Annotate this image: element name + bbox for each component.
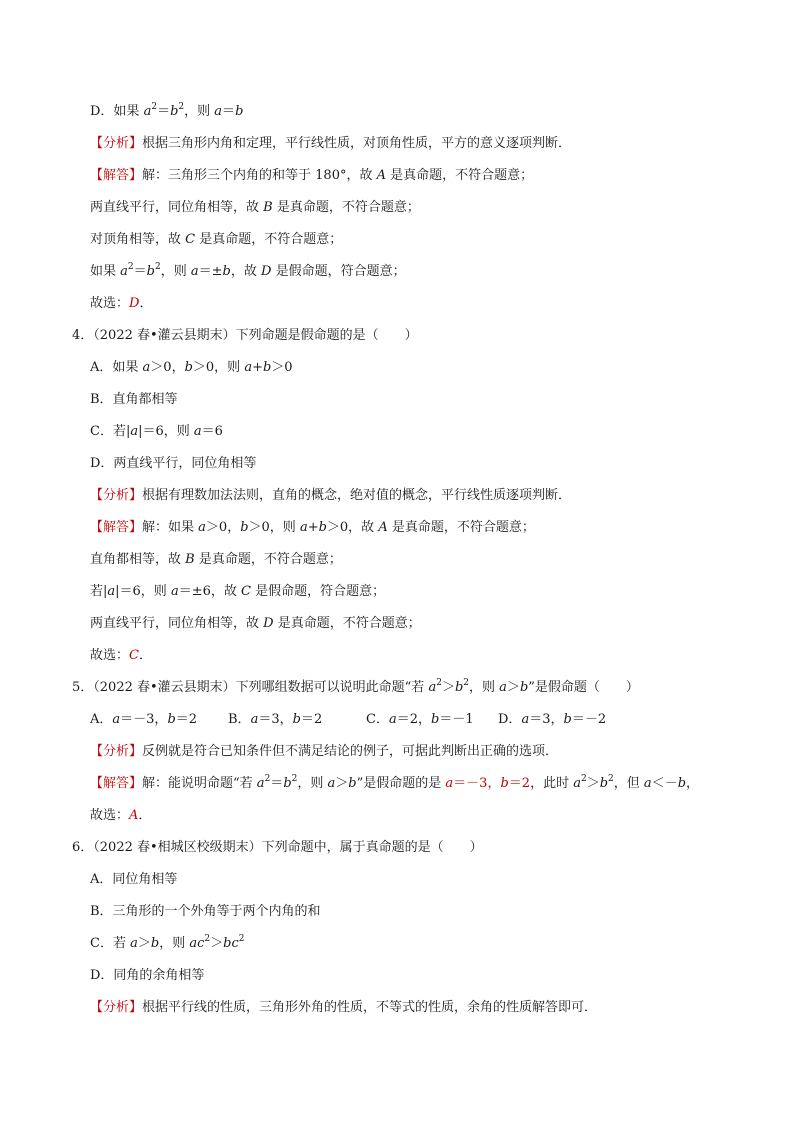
q5-option-b: B．a＝3，b＝2	[228, 712, 323, 727]
question-6-stem: 6．（2022 春•相城区校级期末）下列命题中，属于真命题的是（ ）	[72, 840, 483, 855]
q6-option-c: C．若 a＞b，则 $ac^2>bc^2$	[90, 934, 245, 951]
q4-choose: 故选：C．	[90, 648, 152, 663]
q5-option-c: C．a＝2，b＝－1	[366, 712, 474, 727]
q4-answer: 【解答】解：如果 a＞0，b＞0，则 a+b＞0，故 A 是真命题，不符合题意；	[90, 520, 535, 535]
answer-value: A	[129, 808, 139, 823]
question-4-stem: 4．（2022 春•灌云县期末）下列命题是假命题的是（ ）	[72, 328, 418, 343]
choose-line: 故选：D．	[90, 296, 153, 311]
answer-value: C	[129, 648, 139, 663]
q5-choose: 故选：A．	[90, 808, 152, 823]
q5-options	[90, 710, 606, 730]
q4-answer: 若|a|＝6，则 a＝±6，故 C 是假命题，符合题意；	[90, 584, 386, 599]
answer-tag: 【解答】	[90, 520, 143, 535]
q4-option-a: A．如果 a＞0，b＞0，则 a+b＞0	[90, 360, 293, 375]
analysis-tag: 【分析】	[90, 488, 143, 503]
q6-option-a: A．同位角相等	[90, 872, 178, 887]
answer-line: 对顶角相等，故 C 是真命题，不符合题意；	[90, 232, 343, 247]
analysis-line: 【分析】根据三角形内角和定理，平行线性质，对顶角性质，平方的意义逐项判断．	[90, 136, 572, 151]
answer-line: 【解答】解：三角形三个内角的和等于 180°，故 A 是真命题，不符合题意；	[90, 168, 534, 183]
answer-tag: 【解答】	[90, 168, 143, 183]
q4-option-b: B．直角都相等	[90, 392, 178, 407]
q4-option-c: C．若|a|＝6，则 a＝6	[90, 424, 223, 439]
answer-line: 两直线平行，同位角相等，故 B 是真命题，不符合题意；	[90, 200, 420, 215]
answer-value: D	[129, 296, 140, 311]
answer-line: 如果 $a^2=b^2$，则 a＝±b，故 D 是假命题，符合题意；	[90, 262, 406, 279]
q5-analysis: 【分析】反例就是符合已知条件但不满足结论的例子，可据此判断出正确的选项．	[90, 744, 559, 759]
q6-analysis: 【分析】根据平行线的性质，三角形外角的性质，不等式的性质，余角的性质解答即可．	[90, 1000, 598, 1015]
q6-option-b: B．三角形的一个外角等于两个内角的和	[90, 904, 321, 919]
q4-analysis: 【分析】根据有理数加法法则，直角的概念，绝对值的概念，平行线性质逐项判断．	[90, 488, 572, 503]
q5-option-a: A．a＝－3，b＝2	[90, 712, 198, 727]
q5-answer: 【解答】解：能说明命题“若 $a^2=b^2$，则 a＞b”是假命题的是 a＝－3，b＝2，此时 $a^2>b^2$，但 a＜－b，	[90, 774, 700, 791]
question-5-stem: 5．（2022 春•灌云县期末）下列哪组数据可以说明此命题“若 $a^2>b^2$，则 a＞b”是假命题（ ）	[72, 678, 639, 695]
analysis-tag: 【分析】	[90, 744, 143, 759]
answer-tag: 【解答】	[90, 776, 143, 791]
q4-answer: 直角都相等，故 B 是真命题，不符合题意；	[90, 552, 342, 567]
analysis-tag: 【分析】	[90, 136, 143, 151]
q5-option-d: D．a＝3，b＝－2	[498, 712, 607, 727]
analysis-tag: 【分析】	[90, 1000, 143, 1015]
q4-option-d: D．两直线平行，同位角相等	[90, 456, 257, 471]
q4-answer: 两直线平行，同位角相等，故 D 是真命题，不符合题意；	[90, 616, 421, 631]
option-d: D．如果 $a^2=b^2$，则 a＝b	[90, 102, 244, 119]
q6-option-d: D．同角的余角相等	[90, 968, 205, 983]
